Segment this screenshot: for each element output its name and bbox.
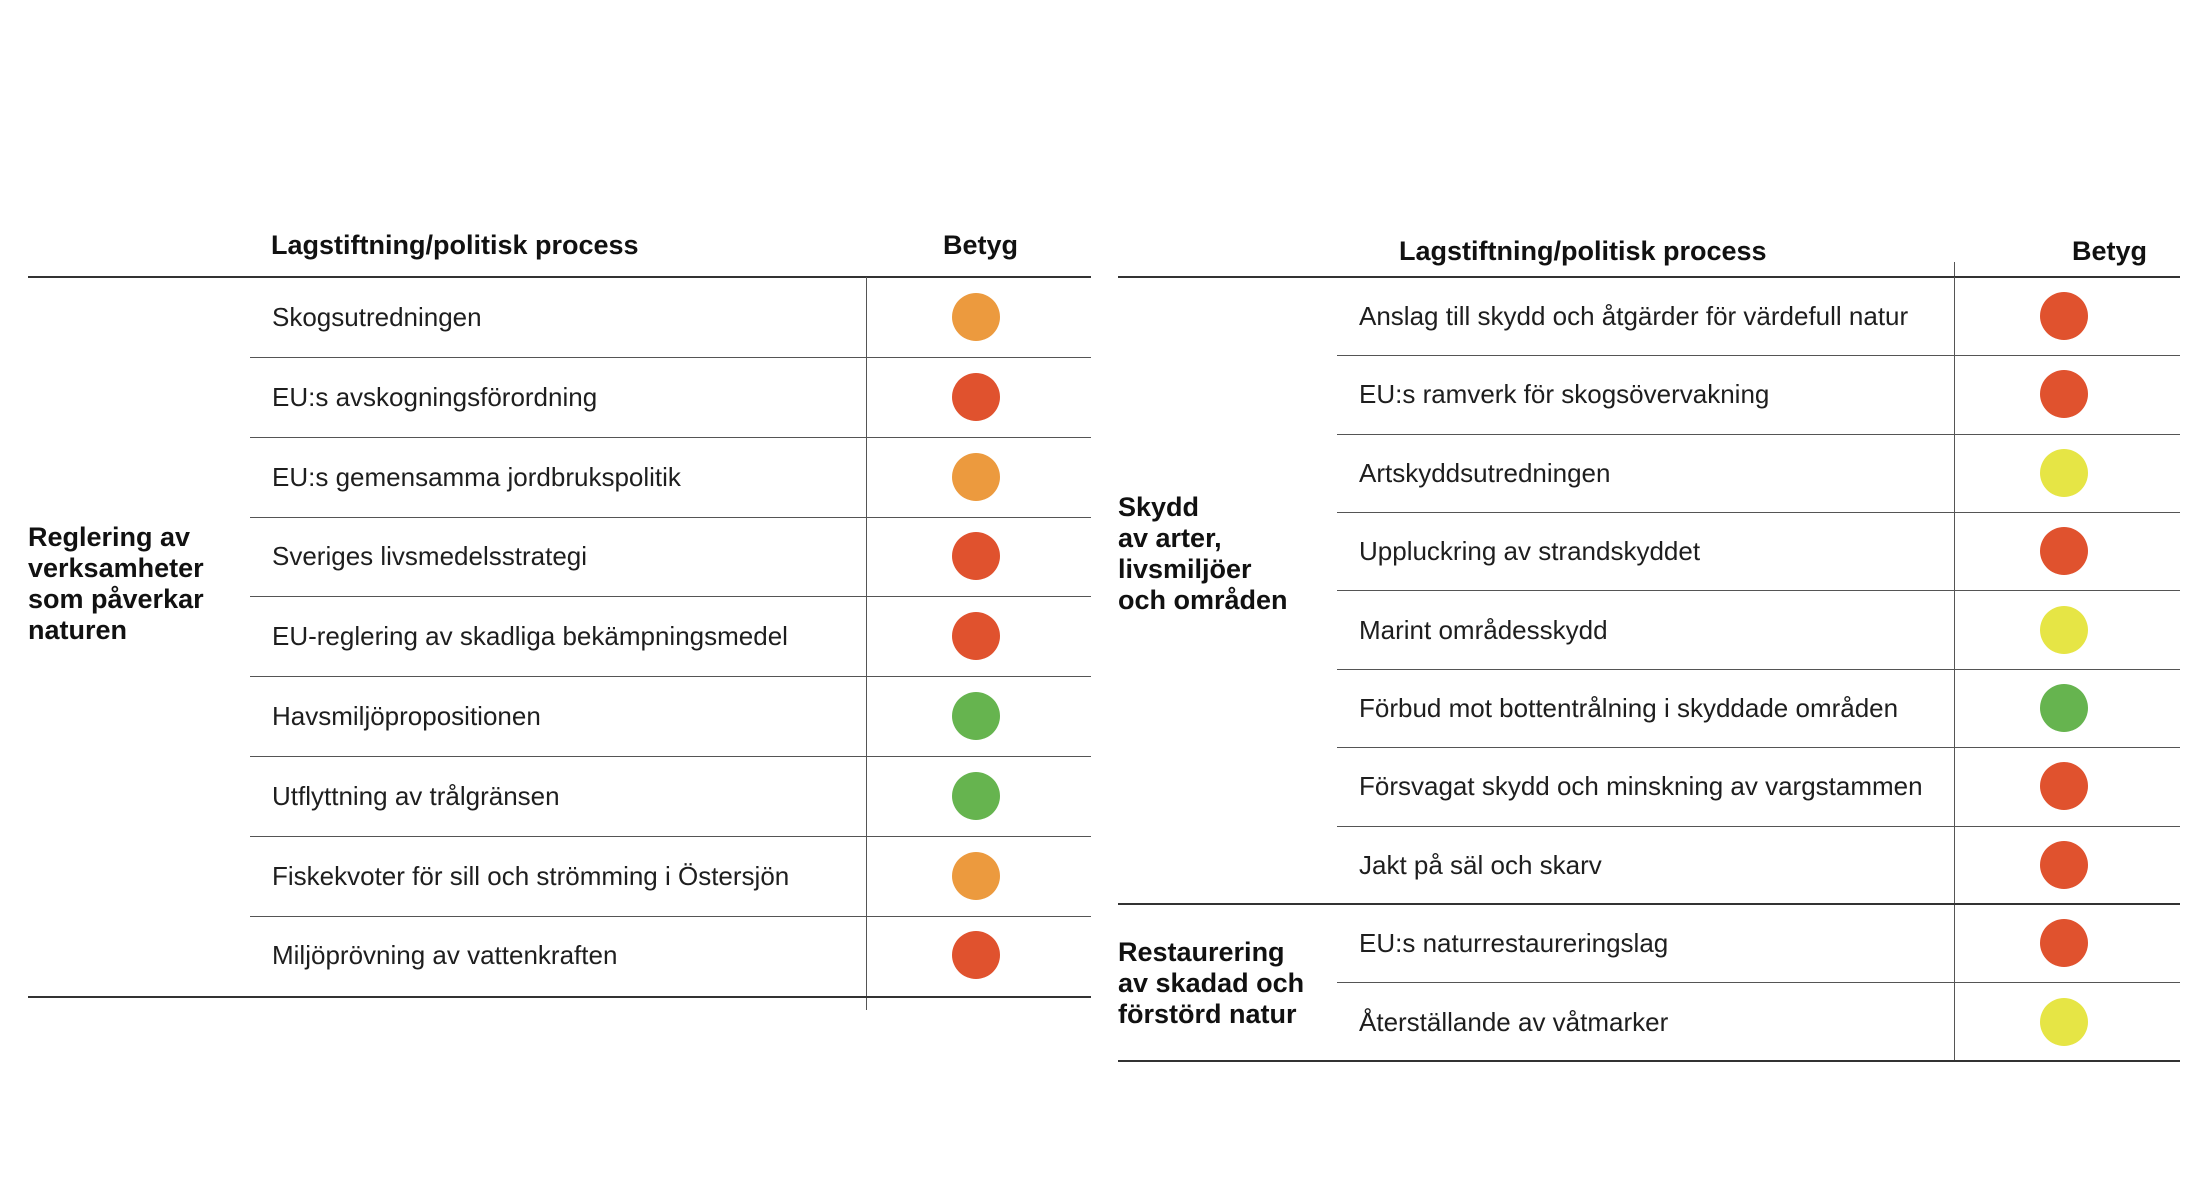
table-row-label: Uppluckring av strandskyddet [1359, 536, 1701, 567]
table-row-label: Miljöprövning av vattenkraften [272, 940, 618, 971]
grade-dot-red [2040, 292, 2088, 340]
table-row-label: Marint områdesskydd [1359, 614, 1608, 645]
right-group-label-line: och områden [1118, 585, 1288, 615]
table-row-label: Fiskekvoter för sill och strömming i Östersjön [272, 860, 790, 891]
left-group-label-line: naturen [28, 615, 128, 645]
grade-dot-red [952, 373, 1000, 421]
row-separator [1337, 434, 2180, 435]
row-separator [250, 836, 1091, 837]
table-row-label: Skogsutredningen [272, 302, 482, 332]
grade-dot-yellow [2040, 998, 2088, 1046]
grade-dot-red [952, 931, 1000, 979]
right-group-label-line: Skydd [1118, 492, 1200, 522]
grade-dot-red [2040, 919, 2088, 967]
right-group-label-line: av skadad och [1118, 968, 1305, 998]
table-row-label: EU:s ramverk för skogsövervakning [1359, 379, 1770, 410]
row-separator [250, 916, 1091, 917]
right-group-label-restoration [1118, 937, 1304, 1030]
right-header-process: Lagstiftning/politisk process [1399, 236, 1767, 266]
row-separator [1337, 590, 2180, 591]
right-group-separator [1118, 903, 2180, 905]
grade-dot-red [952, 612, 1000, 660]
table-row-label: EU-reglering av skadliga bekämpningsmedel [272, 621, 788, 652]
table-row-label: EU:s avskogningsförordning [272, 381, 598, 412]
row-separator [250, 437, 1091, 438]
row-separator [250, 517, 1091, 518]
right-group-label-line: förstörd natur [1118, 999, 1297, 1029]
right-header-grade: Betyg [2072, 236, 2148, 266]
left-column-divider [866, 277, 867, 1010]
table-row-label: EU:s naturrestaureringslag [1359, 928, 1669, 959]
right-group-label-line: livsmiljöer [1118, 554, 1252, 584]
grade-dot-red [2040, 762, 2088, 810]
grade-dot-red [2040, 841, 2088, 889]
table-row-label: Utflyttning av trålgränsen [272, 780, 560, 811]
table-row-label: EU:s gemensamma jordbrukspolitik [272, 461, 681, 492]
row-separator [1337, 512, 2180, 513]
grade-dot-red [2040, 527, 2088, 575]
table-row-label: Havsmiljöpropositionen [272, 701, 541, 731]
left-group-label-line: Reglering av [28, 522, 191, 552]
row-separator [250, 596, 1091, 597]
right-group-label-line: av arter, [1118, 523, 1222, 553]
table-row-label: Förbud mot bottentrålning i skyddade områden [1359, 693, 1899, 723]
row-separator [250, 756, 1091, 757]
table-row-label: Artskyddsutredningen [1359, 457, 1611, 488]
row-separator [1337, 982, 2180, 983]
grade-dot-orange [952, 453, 1000, 501]
grade-dot-yellow [2040, 606, 2088, 654]
table-row-label: Jakt på säl och skarv [1359, 849, 1602, 880]
grade-dot-red [952, 532, 1000, 580]
grade-dot-orange [952, 293, 1000, 341]
grade-dot-yellow [2040, 449, 2088, 497]
table-row-label: Försvagat skydd och minskning av vargstammen [1359, 771, 1923, 802]
right-group-label-protection [1118, 492, 1288, 616]
right-header-rule [1118, 276, 2180, 278]
grade-dot-red [2040, 370, 2088, 418]
left-bottom-rule [28, 996, 1091, 998]
right-group-label-line: Restaurering [1118, 937, 1285, 967]
row-separator [1337, 826, 2180, 827]
grade-dot-green [952, 692, 1000, 740]
left-header-grade: Betyg [943, 230, 1019, 260]
row-separator [1337, 355, 2180, 356]
table-row-label: Återställande av våtmarker [1359, 1006, 1669, 1037]
left-header-rule [28, 276, 1091, 278]
left-header-process: Lagstiftning/politisk process [271, 230, 639, 260]
grade-dot-green [2040, 684, 2088, 732]
table-row-label: Anslag till skydd och åtgärder för värdefull natur [1359, 301, 1909, 331]
left-group-label-line: som påverkar [28, 584, 204, 614]
right-bottom-rule [1118, 1060, 2180, 1062]
right-header-tick [1954, 262, 1955, 277]
table-row-label: Sveriges livsmedelsstrategi [272, 541, 588, 572]
left-group-label-line: verksamheter [28, 553, 204, 583]
left-group-label [28, 522, 204, 646]
row-separator [1337, 747, 2180, 748]
row-separator [1337, 669, 2180, 670]
grade-dot-orange [952, 852, 1000, 900]
row-separator [250, 357, 1091, 358]
grade-dot-green [952, 772, 1000, 820]
row-separator [250, 676, 1091, 677]
